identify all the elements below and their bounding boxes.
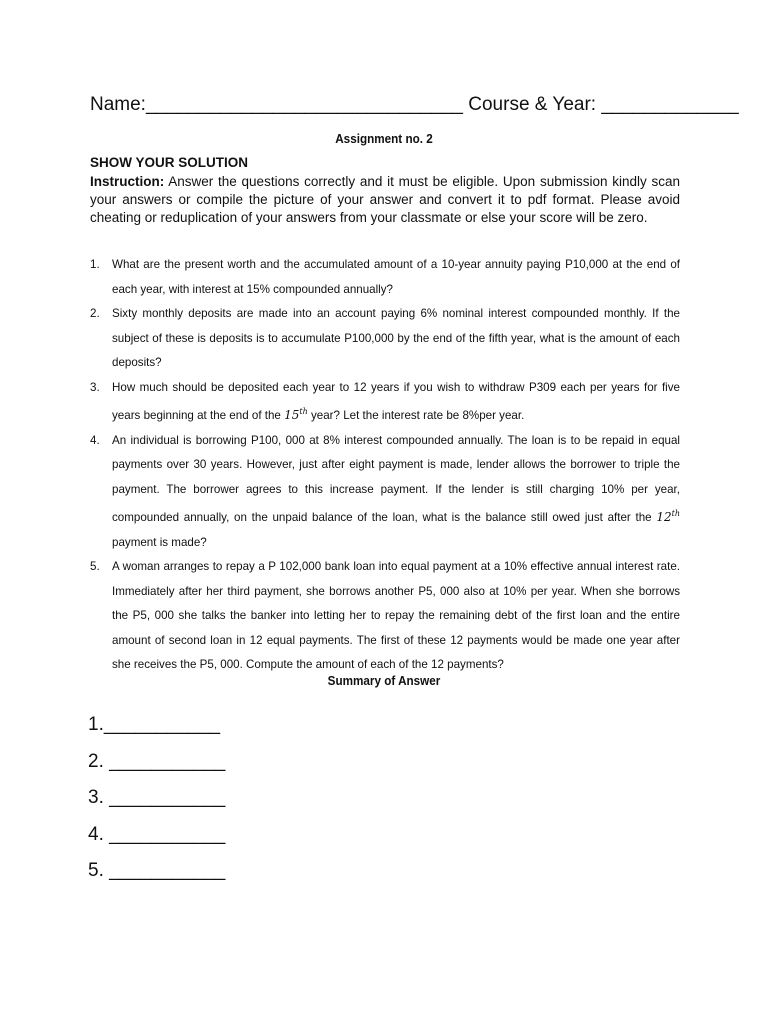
- ordinal-base: 12: [656, 510, 672, 524]
- name-label: Name:: [90, 94, 146, 115]
- question-text: [112, 302, 680, 376]
- answer-summary-list: [88, 710, 225, 893]
- course-year-blank: _____________: [601, 94, 739, 115]
- answer-line: 1.___________: [88, 714, 221, 735]
- question-text: [112, 253, 680, 302]
- question-text-part: A woman arranges to repay a P 102,000 bank loan into equal payment at a 10% effective annual interest rate. Immediately after her third payment, she borrows another P5, 000 also at 10% per year. When she borrows the P5, 000 she talks the banker into letting her to repay the remaining debt of the first loan and the entire amount of second loan in 12 equal payments. The first of these 12 payments would be made one year after she receives the P5, 000. Compute the amount of each of the 12 payments?: [112, 560, 680, 671]
- question-text-part: Sixty monthly deposits are made into an account paying 6% nominal interest compounded monthly. If the subject of these is deposits is to accumulate P100,000 by the end of the fifth year, what is the amount of each deposits?: [112, 307, 680, 369]
- assignment-title: Assignment no. 2: [335, 131, 433, 146]
- answer-line: 5. ___________: [88, 860, 226, 881]
- question-item: [90, 253, 680, 302]
- instruction-label: Instruction:: [90, 174, 165, 189]
- question-number: 2.: [90, 307, 100, 320]
- question-item: [90, 555, 680, 678]
- ordinal-suffix: th: [671, 509, 680, 518]
- questions-list: [90, 253, 680, 678]
- question-text-part: year? Let the interest rate be 8%per year.: [307, 409, 525, 422]
- header-line: [90, 94, 739, 116]
- question-number: 1.: [90, 258, 100, 271]
- question-text-part: What are the present worth and the accumulated amount of a 10-year annuity paying P10,000 at the end of each year, with interest at 15% compounded annually?: [112, 258, 680, 296]
- question-text-part: An individual is borrowing P100, 000 at 8% interest compounded annually. The loan is to be repaid in equal payments over 30 years. However, just after eight payment is made, lender allows the borrower to triple the payment. The borrower agrees to this increase payment. If the lender is still charging 10% per year, compounded annually, on the unpaid balance of the loan, what is the balance still owed just after the: [112, 433, 680, 524]
- ordinal-suffix: th: [299, 407, 308, 416]
- question-text: [112, 376, 680, 429]
- question-number: 5.: [90, 560, 100, 573]
- question-text: [112, 555, 680, 678]
- name-blank: ______________________________: [145, 94, 463, 115]
- question-item: [90, 302, 680, 376]
- summary-of-answer-heading: Summary of Answer: [327, 673, 441, 688]
- question-item: [90, 376, 680, 429]
- question-text-part: payment is made?: [112, 535, 207, 549]
- ordinal-base: 15: [284, 408, 300, 422]
- question-number: 4.: [90, 433, 100, 447]
- answer-line: 2. ___________: [88, 750, 226, 772]
- question-item: [90, 429, 680, 556]
- question-text: [112, 429, 680, 556]
- answer-line: 3. ___________: [88, 787, 226, 808]
- show-your-solution-heading: SHOW YOUR SOLUTION: [90, 155, 249, 170]
- course-year-label: Course & Year:: [468, 94, 597, 115]
- instruction-text: Answer the questions correctly and it must be eligible. Upon submission kindly scan your answers or compile the picture of your answer and convert it to pdf format. Please avoid cheating or reduplication of your answers from your classmate or else your score will be zero.: [90, 174, 680, 225]
- question-number: 3.: [90, 380, 100, 394]
- ordinal-number: [656, 510, 680, 524]
- ordinal-number: [284, 408, 308, 422]
- question-text-part: How much should be deposited each year to 12 years if you wish to withdraw P309 each per years for five years beginning at the end of the: [112, 380, 680, 422]
- answer-line: 4. ___________: [88, 823, 226, 845]
- instruction-paragraph: [90, 173, 680, 227]
